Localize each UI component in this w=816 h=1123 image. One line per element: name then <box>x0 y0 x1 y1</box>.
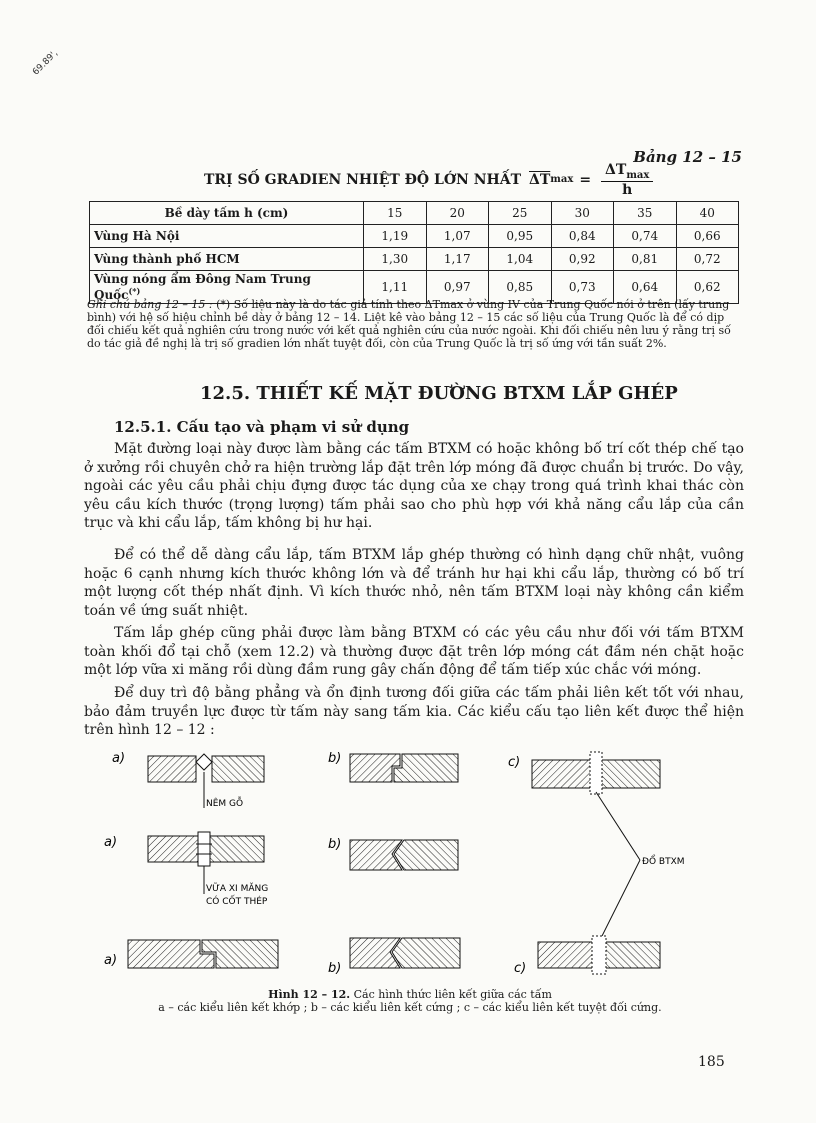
table-cell: 0,81 <box>614 248 677 271</box>
header-cell: 40 <box>676 202 739 225</box>
table-cell: 0,73 <box>551 271 614 304</box>
header-cell: 20 <box>426 202 489 225</box>
margin-handwriting: 69.89', <box>31 48 61 78</box>
label-c3: c) <box>514 961 527 976</box>
leader-line-bottom <box>600 860 640 940</box>
joint-a3 <box>128 940 278 968</box>
do-btxm-label: ĐỔ BTXM <box>642 857 685 867</box>
subsection-title: 12.5.1. Cấu tạo và phạm vi sử dụng <box>114 418 410 436</box>
table-title-text: TRỊ SỐ GRADIEN NHIỆT ĐỘ LỚN NHẤT <box>204 171 521 188</box>
caption-title-text: Các hình thức liên kết giữa các tấm <box>353 988 552 1001</box>
label-a3: a) <box>104 953 118 968</box>
table-cell: 0,85 <box>489 271 552 304</box>
joint-figure <box>0 740 816 985</box>
section-title: 12.5. THIẾT KẾ MẶT ĐƯỜNG BTXM LẮP GHÉP <box>200 383 678 404</box>
table-cell: 0,62 <box>676 271 739 304</box>
joint-c3 <box>538 936 660 974</box>
nem-go-label: NÊM GỖ <box>206 799 244 809</box>
table-cell: 0,72 <box>676 248 739 271</box>
paragraph-1: Mặt đường loại này được làm bằng các tấm BTXM có hoặc không bố trí cốt thép chế tạo ở xưởng rồi chuyên chở ra hiện trường lắp đặt trên lớp móng đã được chuẩn bị trước. Do vậy, ngoài các yêu cầu phải chịu đựng được tác dụng của xe chạy trong quá trình khai thác còn yêu cầu kích thước (trọng lượng) tấm phải sao cho phù hợp với khả năng cẩu lắp của cần trục và khi cẩu lắp, tấm không bị hư hại. <box>84 441 744 531</box>
header-cell: 25 <box>489 202 552 225</box>
label-a2: a) <box>104 835 118 850</box>
page-number: 185 <box>698 1054 725 1070</box>
note-text: (*) Số liệu này là do tác giả tính theo ΔTmax ở vùng IV của Trung Quốc nói ở trên (lấy trung bình) với hệ số hiệu chỉnh bề dày ở bảng 12 – 14. Liệt kê vào bảng 12 – 15 các số liệu của Trung Quốc là để có dịp đối chiếu kết quả nghiên cứu trong nước với kết quả nghiên cứu của nước ngoài. Khi đối chiếu nên lưu ý rằng trị số do tác giả đề nghị là trị số gradien lớn nhất tuyệt đối, còn của Trung Quốc là trị số ứng với tần suất 2%. <box>87 298 731 350</box>
title-eq: = <box>579 171 592 188</box>
table-cell: 1,17 <box>426 248 489 271</box>
table-label: Bảng 12 – 15 <box>633 148 742 166</box>
gradient-table <box>89 201 739 304</box>
table-header-row <box>90 202 739 225</box>
table-cell: 1,07 <box>426 225 489 248</box>
paragraph-3: Tấm lắp ghép cũng phải được làm bằng BTXM có các yêu cầu như đối với tấm BTXM toàn khối đổ tại chỗ (xem 12.2) và thường được đặt trên lớp móng cát đầm nén chặt hoặc một lớp vữa xi măng rồi dùng đầm rung gây chấn động để tấm tiếp xúc chắc với móng. <box>84 625 744 678</box>
label-b3: b) <box>328 961 342 976</box>
frac-num-text: ΔT <box>605 162 627 178</box>
header-cell: 30 <box>551 202 614 225</box>
table-cell: 0,97 <box>426 271 489 304</box>
joint-c1 <box>532 752 660 794</box>
vua-label-2: CÓ CỐT THÉP <box>206 897 268 907</box>
leader-line-top <box>596 792 640 860</box>
table-title <box>204 162 684 198</box>
table-cell: 1,11 <box>364 271 427 304</box>
title-fraction <box>601 162 653 198</box>
table-cell: 0,95 <box>489 225 552 248</box>
joint-b2 <box>350 840 458 870</box>
caption-line-2: a – các kiểu liên kết khớp ; b – các kiểu liên kết cứng ; c – các kiểu liên kết tuyệt đối cứng. <box>158 1001 662 1014</box>
table-row <box>90 248 739 271</box>
note-prefix: Ghi chú bảng 12 – 15 : <box>87 298 213 311</box>
row-label-sup: (*) <box>128 286 141 296</box>
header-cell: 35 <box>614 202 677 225</box>
label-b2: b) <box>328 837 342 852</box>
row-label: Vùng thành phố HCM <box>90 248 364 271</box>
table-cell: 0,84 <box>551 225 614 248</box>
table-cell: 0,74 <box>614 225 677 248</box>
table-cell: 1,30 <box>364 248 427 271</box>
header-cell: 15 <box>364 202 427 225</box>
header-label: Bề dày tấm h (cm) <box>90 202 364 225</box>
fraction-numerator <box>601 162 653 182</box>
fraction-denominator: h <box>622 181 633 198</box>
paragraph-2: Để có thể dễ dàng cẩu lắp, tấm BTXM lắp ghép thường có hình dạng chữ nhật, vuông hoặc 6 cạnh nhưng kích thước không lớn và để tránh hư hại khi cẩu lắp, thường có bố trí một lượng cốt thép nhất định. Vì kích thước nhỏ, nên tấm BTXM loại này không cần kiểm toán về ứng suất nhiệt. <box>84 547 744 619</box>
table-cell: 1,04 <box>489 248 552 271</box>
figure-caption <box>140 988 680 1014</box>
paragraph-4: Để duy trì độ bằng phẳng và ổn định tương đối giữa các tấm phải liên kết tốt với nhau, bảo đảm truyền lực được từ tấm này sang tấm kia. Các kiểu cấu tạo liên kết được thể hiện trên hình 12 – 12 : <box>84 685 744 738</box>
caption-title-line <box>140 988 680 1001</box>
table-note <box>87 298 742 350</box>
row-label-text: Vùng nóng ẩm Đông Nam Trung Quốc <box>94 272 311 302</box>
vua-label-1: VỮA XI MĂNG <box>206 884 269 894</box>
title-lhs-sub: max <box>550 174 574 186</box>
label-b1: b) <box>328 751 342 766</box>
row-label: Vùng Hà Nội <box>90 225 364 248</box>
label-c1: c) <box>508 755 521 770</box>
table-cell: 1,19 <box>364 225 427 248</box>
frac-num-sub: max <box>626 169 650 181</box>
table-cell: 0,92 <box>551 248 614 271</box>
table-cell: 0,64 <box>614 271 677 304</box>
table-cell: 0,66 <box>676 225 739 248</box>
caption-title: Hình 12 – 12. <box>268 988 351 1001</box>
joint-b1 <box>350 754 458 782</box>
table-row <box>90 225 739 248</box>
joint-b3 <box>350 938 460 968</box>
title-lhs: $\overline{\Delta T}$ <box>529 171 551 188</box>
label-a1: a) <box>112 751 126 766</box>
